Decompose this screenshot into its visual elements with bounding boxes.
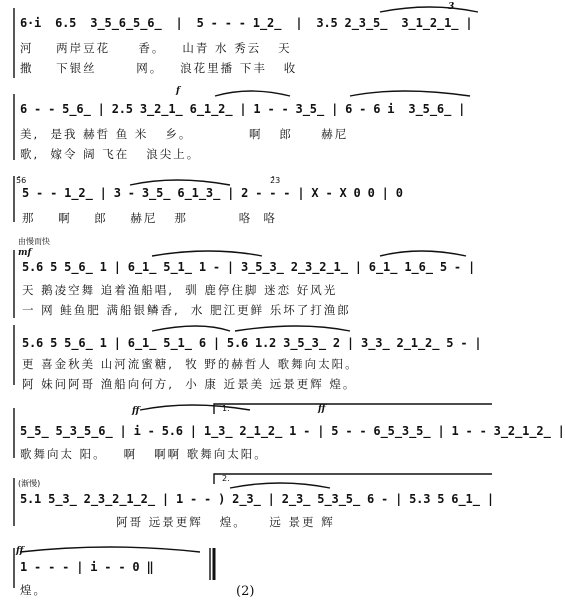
fingering-mark-2: 2̊3 (270, 176, 281, 185)
notes-system-3: 5 - - 1̲2̲ | 3 - 3̲5̲ 6̲1̲3̲ | 2 - - - | X - X 0 0 | 0 (22, 186, 403, 200)
notes-system-1: 6·i 6.5 3̲5̲6̲5̲6̲ | 5 - - - 1̲2̲ | 3.5 2̲3̲5̲ 3̲1̲2̲1̲ | (20, 16, 473, 30)
rit-mark: (渐慢) (18, 479, 41, 488)
lyric-system-8: 煌。 (20, 583, 47, 597)
dynamic-ff-2: ff (318, 404, 326, 414)
dynamic-ff-3: ff (16, 546, 24, 556)
lyric-system-7: 阿哥 远景更辉 煌。 远 景更 辉 (20, 515, 335, 529)
page-number: (2) (236, 584, 255, 599)
lyric-system-1-verse-1: 河 两岸豆花 香。 山青 水 秀云 天 (20, 41, 292, 55)
dynamic-mf: mf (18, 248, 32, 258)
volta-2: 2. (222, 474, 230, 483)
notes-system-6: 5̲5̲ 5̲3̲5̲6̲ | i - 5.6 | 1̲3̲ 2̲1̲2̲ 1 - | 5 - - 6̲5̲3̲5̲ | 1 - - 3̲2̲1̲2̲ | (20, 424, 565, 438)
lyric-system-6: 歌舞向太 阳。 啊 啊啊 歌舞向太阳。 (20, 447, 268, 461)
lyric-system-1-verse-2: 撒 下银丝 网。 浪花里播 下丰 收 (20, 61, 298, 75)
lyric-system-4-verse-2: 一 网 鲑鱼肥 满船银鳞香, 水 肥江更鲜 乐坏了打渔郎 (22, 303, 351, 317)
notes-system-5: 5.6 5 5̲6̲ 1 | 6̲1̲ 5̲1̲ 6 | 5.6 1.2 3̲5̲3̲ 2 | 3̲3̲ 2̲1̲2̲ 5 - | (22, 336, 482, 350)
tuplet-mark: 3 (448, 2, 455, 12)
lyric-system-5-verse-2: 阿 妹问阿哥 渔船向何方, 小 康 近景美 远景更辉 煌。 (22, 377, 357, 391)
fingering-mark: 5̊6 (16, 176, 27, 185)
notes-system-7: 5.1 5̲3̲ 2̲3̲2̲1̲2̲ | 1 - - ) 2̲3̲ | 2̲3̲ 5̲3̲5̲ 6 - | 5.3 5 6̲1̲ | (20, 492, 494, 506)
lyric-system-2-verse-2: 歌, 嫁令 阔 飞在 浪尖上。 (20, 147, 201, 161)
notes-system-4: 5.6 5 5̲6̲ 1 | 6̲1̲ 5̲1̲ 1 - | 3̲5̲3̲ 2̲3̲2̲1̲ | 6̲1̲ 1̲6̲ 5 - | (22, 260, 475, 274)
volta-1: 1. (222, 404, 230, 413)
dynamic-ff: ff (132, 406, 140, 416)
lyric-system-2-verse-1: 美, 是我 赫哲 鱼 米 乡。 啊 郎 赫尼 (20, 127, 349, 141)
notes-system-2: 6 - - 5̲6̲ | 2.5 3̲2̲1̲ 6̲1̲2̲ | 1 - - 3̲5̲ | 6 - 6 i 3̲5̲6̲ | (20, 102, 466, 116)
dynamic-f: f (176, 86, 180, 96)
notes-system-8: 1 - - - | i - - 0 ‖ (20, 560, 154, 574)
lyric-system-4-verse-1: 天 鹅凌空舞 追着渔船唱, 驯 鹿停住脚 迷恋 好风光 (22, 283, 338, 297)
lyric-system-5-verse-1: 更 喜金秋美 山河流蜜糖, 牧 野的赫哲人 歌舞向太阳。 (22, 357, 359, 371)
tempo-mark: 由慢而快 (18, 237, 50, 246)
lyric-system-3: 那 啊 郎 赫尼 那 咯 咯 (22, 211, 278, 225)
